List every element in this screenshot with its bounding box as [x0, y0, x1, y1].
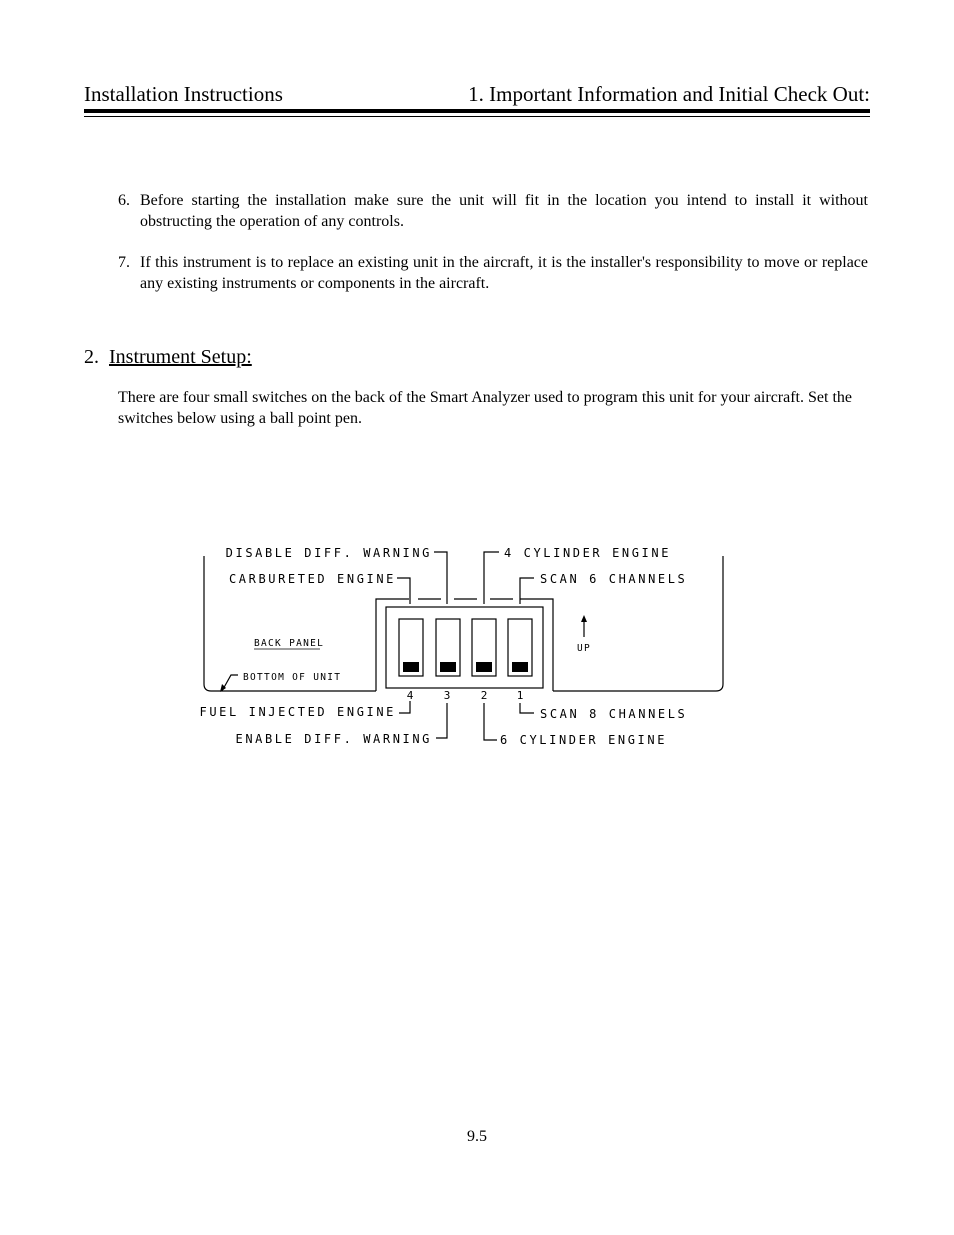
leader-scan6 [520, 578, 534, 604]
label-fuel-injected: FUEL INJECTED ENGINE [199, 705, 396, 719]
switch-number-2: 2 [480, 689, 488, 702]
leader-disable-diff [434, 552, 447, 604]
label-bottom-of-unit: BOTTOM OF UNIT [243, 672, 342, 683]
list-item-number: 6. [118, 192, 130, 209]
switch-knob-4 [403, 662, 419, 672]
leader-carbureted [397, 578, 410, 604]
leader-scan8 [520, 703, 534, 713]
label-up: UP [576, 643, 592, 654]
page-number: 9.5 [467, 1128, 487, 1145]
section-number: 2. [84, 346, 99, 368]
leader-enable-diff [436, 703, 447, 738]
cutout-right-edge [520, 599, 553, 691]
switch-knob-1 [512, 662, 528, 672]
switch-knob-3 [440, 662, 456, 672]
switch-number-1: 1 [516, 689, 524, 702]
label-carbureted: CARBURETED ENGINE [228, 572, 396, 586]
label-back-panel: BACK PANEL [254, 638, 325, 649]
switch-number-3: 3 [443, 689, 451, 702]
list-item-text: Before starting the installation make sure the unit will fit in the location you intend to install it without obstructing the operation of any controls. [140, 192, 868, 230]
list-item-number: 7. [118, 254, 130, 271]
up-arrow-icon [581, 615, 587, 622]
label-scan-8: SCAN 8 CHANNELS [540, 707, 688, 721]
label-4-cylinder: 4 CYLINDER ENGINE [504, 546, 672, 560]
list-item-text: If this instrument is to replace an existing unit in the aircraft, it is the installer's responsibility to move or replace any existing instruments or components in the aircraft. [140, 254, 868, 292]
header-title-left: Installation Instructions [84, 82, 283, 106]
label-enable-diff: ENABLE DIFF. WARNING [235, 732, 432, 746]
setup-paragraph: There are four small switches on the back of the Smart Analyzer used to program this unit for your aircraft. Set the switches below using a ball point pen. [118, 389, 852, 427]
label-scan-6: SCAN 6 CHANNELS [540, 572, 688, 586]
leader-4-cyl [484, 552, 499, 604]
cutout-left-edge [376, 599, 409, 691]
header-title-right: 1. Important Information and Initial Check Out: [468, 82, 870, 106]
switch-knob-2 [476, 662, 492, 672]
switch-number-4: 4 [406, 689, 414, 702]
label-disable-diff: DISABLE DIFF. WARNING [225, 546, 432, 560]
label-6-cylinder: 6 CYLINDER ENGINE [500, 733, 668, 747]
leader-6-cyl [484, 703, 497, 740]
leader-fuel-injected [399, 701, 410, 713]
section-title: Instrument Setup: [109, 346, 252, 368]
